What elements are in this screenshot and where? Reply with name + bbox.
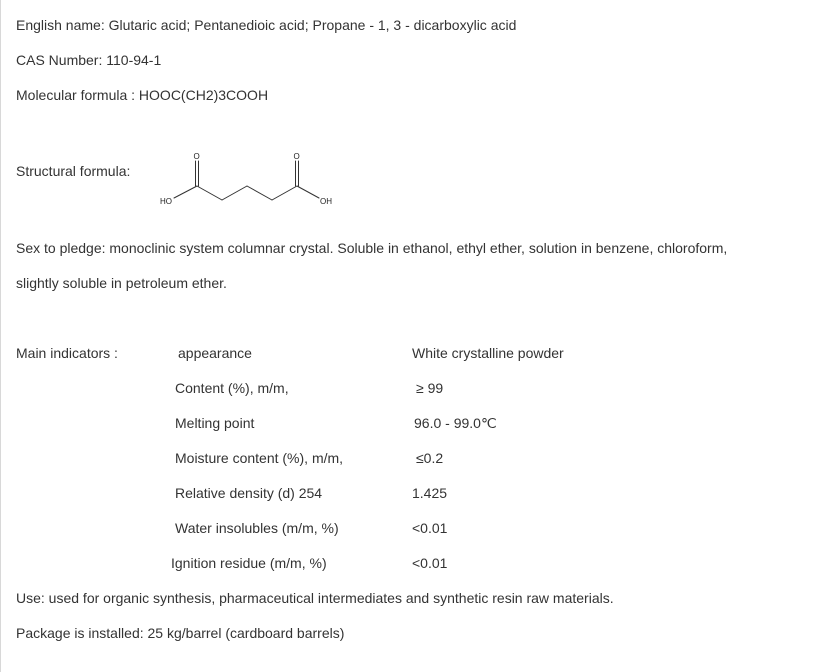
indicator-value: White crystalline powder bbox=[412, 345, 564, 361]
indicator-value: ≤0.2 bbox=[416, 450, 444, 466]
indicator-value: 96.0 - 99.0℃ bbox=[414, 415, 497, 431]
properties-line-1: Sex to pledge: monoclinic system columnar crystal. Soluble in ethanol, ethyl ether, solution in benzene, chloroform, bbox=[16, 240, 728, 256]
structural-formula-label: Structural formula: bbox=[16, 163, 131, 179]
indicator-name: Ignition residue (m/m, %) bbox=[171, 555, 327, 571]
english-name-text: English name: Glutaric acid; Pentanedioic acid; Propane - 1, 3 - dicarboxylic acid bbox=[16, 17, 517, 33]
glutaric-acid-structure bbox=[158, 150, 348, 210]
indicator-name: Melting point bbox=[175, 415, 255, 431]
indicator-name: Content (%), m/m, bbox=[175, 380, 289, 396]
page-left-border bbox=[0, 0, 1, 672]
indicator-name: Relative density (d) 254 bbox=[175, 485, 323, 501]
atom-o-right: O bbox=[293, 152, 300, 161]
indicator-value: <0.01 bbox=[412, 555, 448, 571]
atom-oh: OH bbox=[320, 197, 332, 206]
indicator-name: Moisture content (%), m/m, bbox=[175, 450, 344, 466]
indicator-name: appearance bbox=[178, 345, 252, 361]
use-text: Use: used for organic synthesis, pharmaceutical intermediates and synthetic resin raw materials. bbox=[16, 590, 614, 606]
indicator-value: <0.01 bbox=[412, 520, 448, 536]
molecular-formula-text: Molecular formula : HOOC(CH2)3COOH bbox=[16, 87, 269, 103]
atom-ho: HO bbox=[160, 197, 172, 206]
cas-number-text: CAS Number: 110-94-1 bbox=[16, 52, 162, 68]
structural-formula-diagram bbox=[158, 150, 348, 210]
package-text: Package is installed: 25 kg/barrel (cardboard barrels) bbox=[16, 625, 345, 641]
properties-line-2: slightly soluble in petroleum ether. bbox=[16, 275, 227, 291]
atom-o-left: O bbox=[193, 152, 200, 161]
main-indicators-label: Main indicators : bbox=[16, 345, 118, 361]
indicator-value: ≥ 99 bbox=[416, 380, 444, 396]
indicator-name: Water insolubles (m/m, %) bbox=[175, 520, 339, 536]
indicator-value: 1.425 bbox=[412, 485, 448, 501]
